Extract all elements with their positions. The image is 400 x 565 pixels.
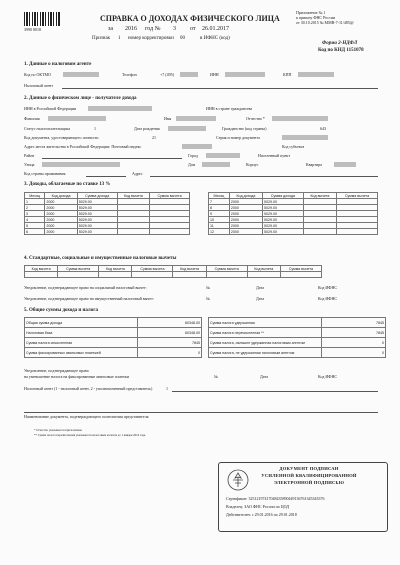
citizenship-value: 643 [320,126,326,131]
totals-value: 0 [322,348,386,358]
header-date: 26.01.2017 [202,26,229,32]
oktmo-label: Код по ОКТМО [24,72,51,77]
table-cell: 5029.00 [77,205,117,211]
table-header-cell: Код вычета [117,193,149,199]
deductions-row [25,272,322,278]
deduction-header-cell: Сумма вычета [206,266,247,272]
agent-signature-line [172,391,378,392]
totals-label: Сумма налога, не удержанная налоговым агентом [209,348,322,358]
table-cell: 2000 [229,217,262,223]
deduction-header-cell: Код вычета [99,266,132,272]
totals-label: Налоговая база [25,328,138,338]
table-cell: 2000 [229,223,262,229]
settlement-label: Населенный пункт [258,153,291,158]
totals-value: 0 [322,338,386,348]
flat-label: Квартира [306,162,322,167]
table-cell [150,229,190,235]
sig-line3: ЭЛЕКТРОННОЙ ПОДПИСЬЮ [273,480,345,485]
doc-code-label: Код документа, удостоверяющего личность: [24,135,100,140]
deduction-cell [99,272,132,278]
table-cell: 9 [209,211,230,217]
kpp-label: КПП [283,72,292,77]
social-notice-date: Дата [256,285,264,290]
table-cell: 2000 [229,205,262,211]
addr-label: Адрес [132,171,143,176]
deduction-header-cell: Код вычета [173,266,206,272]
table-row [209,229,378,235]
table-row [25,229,190,235]
header-ot: от [190,26,196,32]
totals-value: 60348.00 [138,328,202,338]
deductions-table [24,265,322,278]
fixed-advance-ifns: Код ИФНС [318,374,337,379]
form-name: Форма 2-НДФЛ [322,41,358,46]
section4-title: 4. Стандартные, социальные и имущественные налоговые вычеты [24,256,177,261]
header-priznak-val: 1 [118,36,121,41]
sig-line1: ДОКУМЕНТ ПОДПИСАН [279,466,339,471]
deduction-cell [247,272,280,278]
table-cell: 5029.00 [77,199,117,205]
totals-label: Общая сумма дохода [25,318,138,328]
totals-right [208,317,386,358]
deduction-cell [58,272,99,278]
table-cell: 3 [25,211,45,217]
doc-series-label: Серия и номер документа [216,135,260,140]
totals-value: 7845 [322,328,386,338]
sig-owner: Владелец: ЗАО ФНС России по ЦОД [226,504,290,509]
birth-label: Дата рождения [134,126,160,131]
doc-underline [24,412,378,413]
property-notice-ifns: Код ИФНС [318,296,337,301]
table-cell [303,229,336,235]
income-table-right [208,192,378,235]
table-cell: 8 [209,205,230,211]
doc-code-value: 21 [152,135,156,140]
section5-title: 5. Общие суммы дохода и налога [24,308,98,313]
fixed-advance-notice: Уведомление, подтверждающее право [24,368,89,373]
birth-redacted [168,126,206,131]
totals-row [209,348,386,358]
table-cell: 2000 [45,217,77,223]
table-header-cell: Сумма вычета [337,193,378,199]
address-label: Адрес места жительства в Российской Федерации: Почтовый индекс [24,144,142,149]
surname-redacted [48,116,106,121]
social-notice-label: Уведомление, подтверждающее право на социальный налоговый вычет: [24,285,147,290]
table-cell: 2 [25,205,45,211]
table-cell: 2000 [45,229,77,235]
totals-row [25,348,202,358]
phone-label: Телефон [122,72,137,77]
table-cell: 5029.00 [77,229,117,235]
surname-label: Фамилия [24,116,40,121]
table-cell: 7 [209,199,230,205]
table-cell: 2000 [45,205,77,211]
knd-code: Код по КНД 1151078 [318,48,364,53]
table-cell: 2000 [45,199,77,205]
table-header-cell: Сумма вычета [150,193,190,199]
street-label: Улица [24,162,35,167]
social-notice-no: № [206,285,210,290]
table-header-cell: Месяц [209,193,230,199]
table-header-cell: Код дохода [229,193,262,199]
section3-title-text: 3. Доходы, облагаемые по ставке [24,182,98,187]
table-cell: 5029.00 [77,217,117,223]
district-label: Район [24,153,35,158]
sig-line2: УСИЛЕННОЙ КВАЛИФИЦИРОВАННОЙ [261,473,357,478]
table-cell: 5029.00 [262,199,303,205]
doc-authority-label: Наименование документа, подтверждающего полномочия представителя [24,414,149,419]
citizenship-label: Гражданство (код страны) [222,126,267,131]
totals-row [209,318,386,328]
inn-rf-label: ИНН в Российской Федерации [24,106,77,111]
deduction-header-cell: Код вычета [247,266,280,272]
totals-label: Сумма налога исчисленная [25,338,138,348]
inn-label: ИНН [210,72,219,77]
property-notice-no: № [206,296,210,301]
patronymic-label: Отчество * [246,116,265,121]
table-cell: 5029.00 [262,205,303,211]
deduction-header-cell: Код вычета [25,266,58,272]
name-label: Имя [164,116,172,121]
section1-title: 1. Данные о налоговом агенте [24,62,92,67]
korpus-label: Корпус [246,162,259,167]
kpp-redacted [298,72,334,77]
table-header-cell: Сумма дохода [262,193,303,199]
totals-row [25,338,202,348]
table-cell: 5 [25,223,45,229]
footnote-1: * Отчество указывается при наличии. [34,428,83,432]
agent-underline [62,88,378,89]
inn-rf-redacted [88,106,152,111]
property-notice-date: Дата [256,296,264,301]
deduction-cell [173,272,206,278]
footnote-2: ** Сумма налога перечисленная указывается налоговым агентом до 1 января 2016 года. [34,433,146,437]
table-cell: 5029.00 [262,223,303,229]
table-cell: 5029.00 [77,211,117,217]
header-number: 3 [173,26,176,32]
fixed-advance-date: Дата [260,374,268,379]
deduction-header-cell: Сумма вычета [58,266,99,272]
table-cell: 5029.00 [262,217,303,223]
totals-row [25,318,202,328]
country-label: Код страны проживания: [24,171,67,176]
fixed-advance-no: № [214,374,218,379]
addr-underline [150,176,378,177]
table-cell: 4 [25,217,45,223]
table-cell: 2000 [45,211,77,217]
deduction-cell [206,272,247,278]
deduction-header-cell: Сумма вычета [280,266,321,272]
table-cell: 5029.00 [262,211,303,217]
deduction-cell [132,272,173,278]
document-title: СПРАВКА О ДОХОДАХ ФИЗИЧЕСКОГО ЛИЦА [100,14,280,23]
header-korr-label: номер корректировки [128,36,174,41]
table-header-cell: Код вычета [303,193,336,199]
barcode [24,12,60,26]
header-priznak: Признак [92,36,111,41]
header-ifns-label: в ИФНС (код) [200,36,230,41]
totals-label: Сумма налога, излишне удержанная налоговым агентом [209,338,322,348]
deduction-header-cell: Сумма вычета [132,266,173,272]
header-za: за [108,26,114,32]
header-korr-val: 00 [180,36,185,41]
table-cell [337,229,378,235]
table-cell: 2000 [229,229,262,235]
table-cell: 2000 [45,223,77,229]
inn-redacted [225,72,265,77]
agent-label: Налоговый агент [24,83,53,88]
status-value: 1 [94,126,96,131]
section3-rate: 13 [99,182,105,187]
section3-pct: % [105,182,111,187]
name-redacted [176,116,216,121]
table-cell: 10 [209,217,230,223]
doc-series-redacted [282,135,328,140]
region-label: Код субъекта [282,144,305,149]
totals-value: 7845 [322,318,386,328]
appendix-line1: Приложение № 1 [296,10,326,15]
totals-row [25,328,202,338]
patronymic-redacted [272,116,328,121]
totals-label: Сумма фиксированных авансовых платежей [25,348,138,358]
table-header-cell: Сумма дохода [77,193,117,199]
section3-title [24,182,110,188]
house-redacted [202,162,230,167]
table-cell: 6 [25,229,45,235]
table-cell: 11 [209,223,230,229]
totals-left [24,317,202,358]
table-header-cell: Код дохода [45,193,77,199]
totals-value: 7845 [138,338,202,348]
barcode-number: 3990 8018 [24,27,41,32]
header-god-no: год № [145,26,161,32]
table-cell: 5029.00 [262,229,303,235]
appendix-line2: к приказу ФНС России [296,15,336,20]
phone-redacted [180,72,198,77]
oktmo-value-redacted [63,72,99,77]
table-cell: 1 [25,199,45,205]
totals-label: Сумма налога удержанная [209,318,322,328]
income-table-left [24,192,190,235]
emblem-icon [226,468,250,492]
property-notice-label: Уведомление, подтверждающее право на имущественный налоговый вычет: [24,296,154,301]
phone-value: +7 (495) [160,72,174,77]
country-underline [86,176,126,177]
agent-type-label: Налоговый агент (1 - налоговый агент, 2 - уполномоченный представитель) [24,386,153,391]
district-underline [42,158,182,159]
fixed-advance-notice-2: на уменьшение налога на фиксированные авансовые платежи [24,374,130,379]
sig-valid: Действителен: с 29.01.2016 по 29.01.2018 [226,512,297,517]
street-redacted [42,162,120,167]
table-cell: 2000 [229,199,262,205]
city-redacted [206,153,240,158]
appendix-line3: от 30.10.2015 № ММВ-7-11/485@ [296,20,354,25]
agent-type-value: 1 [166,386,168,391]
inn-foreign-label: ИНН в стране гражданства [206,106,253,111]
social-notice-ifns: Код ИФНС [318,285,337,290]
totals-row [209,328,386,338]
house-label: Дом [188,162,196,167]
deduction-cell [280,272,321,278]
header-year: 2016 [125,26,137,32]
table-cell: 2000 [229,211,262,217]
totals-value: 0 [138,348,202,358]
totals-label: Сумма налога перечисленная ** [209,328,322,338]
table-header-cell: Месяц [25,193,45,199]
table-cell: 5029.00 [77,223,117,229]
deduction-cell [25,272,58,278]
totals-row [209,338,386,348]
table-cell [117,229,149,235]
postcode-redacted [182,144,212,149]
flat-redacted [334,162,356,167]
city-label: Город [188,153,198,158]
section2-title: 2. Данные о физическом лице - получателе дохода [24,96,137,101]
status-label: Статус налогоплательщика [24,126,71,131]
table-cell: 12 [209,229,230,235]
sig-cert: Сертификат: 32512197417048435890449136761345343376 [226,496,325,501]
totals-value: 60348.00 [138,318,202,328]
